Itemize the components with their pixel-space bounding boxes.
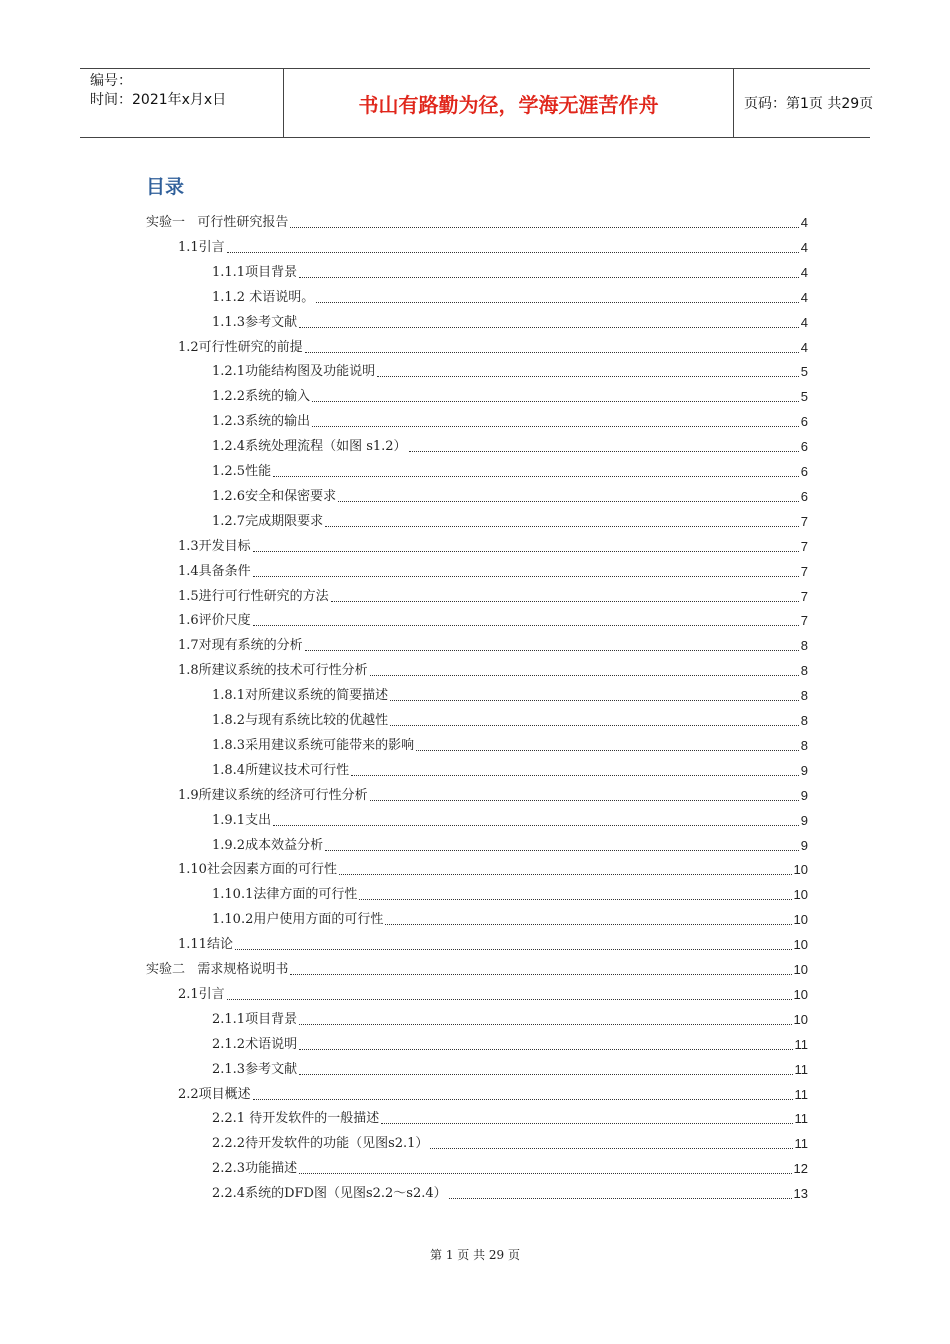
toc-dot-leader [253, 625, 799, 626]
toc-dot-leader [390, 725, 799, 726]
toc-entry-page: 8 [800, 688, 808, 704]
toc-entry-title: 1.2.6安全和保密要求 [212, 488, 337, 504]
toc-entry[interactable] [178, 537, 808, 557]
toc-entry-title: 1.2可行性研究的前提 [178, 339, 303, 355]
toc-entry[interactable] [178, 661, 808, 681]
toc-dot-leader [351, 775, 799, 776]
toc-entry[interactable] [212, 313, 808, 333]
toc-dot-leader [253, 551, 799, 552]
document-number-label: 编号： [90, 73, 132, 89]
toc-entry-page: 6 [800, 439, 808, 455]
toc-entry-page: 8 [800, 737, 808, 753]
toc-entry-page: 5 [800, 364, 808, 380]
toc-entry[interactable] [212, 487, 808, 507]
toc-dot-leader [430, 1148, 792, 1149]
toc-entry-title: 1.8所建议系统的技术可行性分析 [178, 663, 368, 679]
toc-dot-leader [359, 899, 791, 900]
toc-entry-page: 11 [794, 1136, 808, 1152]
toc-entry-page: 4 [800, 314, 808, 330]
toc-entry[interactable] [212, 686, 808, 706]
toc-title: 目录 [146, 176, 185, 198]
toc-entry[interactable] [178, 1085, 808, 1105]
toc-entry-page: 4 [800, 264, 808, 280]
toc-entry[interactable] [178, 860, 808, 880]
document-date: 时间：2021年x月x日 [90, 92, 227, 108]
toc-entry[interactable] [212, 1134, 808, 1154]
toc-entry-title: 1.9.2成本效益分析 [212, 837, 324, 853]
toc-entry[interactable] [178, 935, 808, 955]
toc-entry-title: 1.7对现有系统的分析 [178, 638, 303, 654]
toc-dot-leader [339, 874, 792, 875]
toc-entry-page: 10 [793, 937, 808, 953]
toc-dot-leader [449, 1198, 792, 1199]
toc-entry[interactable] [212, 761, 808, 781]
toc-entry[interactable] [212, 412, 808, 432]
toc-entry[interactable] [212, 836, 808, 856]
toc-entry[interactable] [212, 711, 808, 731]
toc-entry[interactable] [178, 238, 808, 258]
toc-dot-leader [253, 576, 799, 577]
toc-entry[interactable] [212, 910, 808, 930]
toc-entry-page: 7 [800, 588, 808, 604]
toc-entry[interactable] [178, 636, 808, 656]
toc-entry-page: 9 [800, 787, 808, 803]
toc-entry[interactable] [178, 562, 808, 582]
toc-entry-title: 1.2.2系统的输入 [212, 389, 311, 405]
toc-entry-title: 1.2.3系统的输出 [212, 414, 311, 430]
toc-entry[interactable] [212, 1035, 808, 1055]
toc-entry-title: 1.4具备条件 [178, 563, 251, 579]
toc-dot-leader [312, 426, 799, 427]
toc-entry-title: 1.6评价尺度 [178, 613, 251, 629]
toc-entry-page: 4 [800, 215, 808, 230]
toc-dot-leader [299, 1173, 791, 1174]
toc-dot-leader [390, 700, 799, 701]
toc-entry-title: 1.8.4所建议技术可行性 [212, 762, 350, 778]
toc-dot-leader [370, 675, 799, 676]
toc-dot-leader [325, 850, 799, 851]
toc-dot-leader [290, 227, 798, 228]
toc-dot-leader [235, 949, 792, 950]
toc-entry-title: 2.1.3参考文献 [212, 1061, 298, 1077]
toc-entry[interactable] [146, 213, 808, 233]
toc-entry-title: 2.1.2术语说明 [212, 1036, 298, 1052]
toc-entry-page: 10 [793, 962, 808, 977]
toc-entry-page: 6 [800, 464, 808, 479]
toc-entry-page: 9 [800, 837, 808, 853]
toc-entry-page: 5 [800, 389, 808, 405]
toc-dot-leader [305, 352, 799, 353]
toc-entry-page: 10 [793, 887, 808, 903]
toc-dot-leader [338, 501, 799, 502]
toc-entry-page: 8 [800, 713, 808, 728]
toc-entry-title: 1.2.5性能 [212, 464, 272, 479]
header-page-info: 页码：第1页 共29页 [744, 96, 874, 112]
toc-entry[interactable] [212, 387, 808, 407]
toc-entry[interactable] [212, 1184, 808, 1204]
toc-dot-leader [227, 999, 792, 1000]
toc-entry-title: 1.10社会因素方面的可行性 [178, 862, 337, 878]
toc-entry-title: 1.2.4系统处理流程（如图 s1.2） [212, 439, 407, 455]
toc-entry[interactable] [212, 1060, 808, 1080]
toc-entry-page: 6 [800, 488, 808, 504]
toc-entry-title: 1.9.1支出 [212, 812, 272, 828]
toc-entry-title: 2.2项目概述 [178, 1086, 251, 1102]
toc-entry-title: 2.2.2待开发软件的功能（见图s2.1） [212, 1136, 429, 1152]
toc-entry[interactable] [178, 985, 808, 1005]
toc-dot-leader [316, 302, 799, 303]
toc-entry-title: 1.5进行可行性研究的方法 [178, 588, 329, 604]
toc-entry-page: 11 [794, 1111, 808, 1127]
toc-entry-title: 1.8.1对所建议系统的简要描述 [212, 688, 389, 704]
toc-dot-leader [273, 476, 799, 477]
toc-entry-title: 2.2.1 待开发软件的一般描述 [212, 1111, 380, 1127]
toc-entry-page: 9 [800, 812, 808, 828]
toc-dot-leader [299, 277, 799, 278]
header-motto: 书山有路勤为径，学海无涯苦作舟 [284, 69, 734, 137]
page-footer: 第 1 页 共 29 页 [430, 1248, 520, 1262]
toc-entry[interactable] [212, 885, 808, 905]
toc-entry[interactable] [178, 338, 808, 358]
toc-entry-page: 6 [800, 414, 808, 430]
toc-entry-title: 1.10.2用户使用方面的可行性 [212, 912, 384, 928]
toc-dot-leader [325, 526, 799, 527]
toc-dot-leader [305, 650, 799, 651]
toc-dot-leader [299, 1049, 792, 1050]
toc-dot-leader [331, 601, 799, 602]
toc-entry-title: 1.1.3参考文献 [212, 314, 298, 330]
toc-dot-leader [385, 924, 791, 925]
toc-entry-page: 10 [793, 912, 808, 928]
toc-dot-leader [290, 974, 791, 975]
toc-entry[interactable] [212, 437, 808, 457]
toc-entry-title: 1.2.7完成期限要求 [212, 513, 324, 529]
toc-entry[interactable] [212, 263, 808, 283]
toc-entry[interactable] [212, 1010, 808, 1030]
toc-entry-page: 4 [800, 239, 808, 255]
toc-entry-page: 8 [800, 663, 808, 679]
toc-entry-page: 4 [800, 289, 808, 305]
toc-entry-title: 1.11结论 [178, 937, 233, 953]
toc-entry-title: 实验一 可行性研究报告 [146, 215, 289, 230]
toc-dot-leader [381, 1123, 792, 1124]
toc-entry-page: 13 [793, 1186, 808, 1202]
toc-entry-page: 7 [800, 538, 808, 554]
toc-dot-leader [377, 376, 799, 377]
toc-entry-page: 11 [794, 1086, 808, 1102]
toc-entry-page: 10 [793, 862, 808, 878]
toc-entry[interactable] [212, 1109, 808, 1129]
toc-entry[interactable] [212, 736, 808, 756]
toc-entry-page: 11 [794, 1061, 808, 1077]
toc-entry-title: 1.10.1法律方面的可行性 [212, 887, 358, 903]
page-header [80, 68, 874, 138]
toc-entry[interactable] [212, 512, 808, 532]
toc-entry[interactable] [178, 786, 808, 806]
toc-dot-leader [299, 1024, 791, 1025]
toc-entry-title: 1.3开发目标 [178, 538, 251, 554]
toc-entry[interactable] [178, 587, 808, 607]
toc-entry-page: 4 [800, 339, 808, 355]
toc-entry-title: 2.1引言 [178, 986, 225, 1002]
toc-entry-title: 1.2.1功能结构图及功能说明 [212, 364, 376, 380]
toc-entry-page: 12 [793, 1161, 808, 1177]
toc-dot-leader [299, 1074, 792, 1075]
toc-entry-title: 1.1.2 术语说明。 [212, 289, 315, 305]
toc-entry-page: 10 [793, 1011, 808, 1027]
toc-entry[interactable] [212, 1159, 808, 1179]
header-meta [80, 69, 284, 137]
toc-dot-leader [227, 252, 799, 253]
toc-entry-page: 10 [793, 986, 808, 1002]
toc-entry-title: 1.1引言 [178, 239, 225, 255]
toc-entry-title: 1.8.2与现有系统比较的优越性 [212, 713, 389, 728]
toc-entry[interactable] [178, 611, 808, 631]
toc-entry-title: 1.9所建议系统的经济可行性分析 [178, 787, 368, 803]
toc-entry[interactable] [212, 811, 808, 831]
toc-entry-page: 7 [800, 513, 808, 529]
toc-dot-leader [416, 750, 799, 751]
toc-entry-title: 2.2.3功能描述 [212, 1161, 298, 1177]
toc-dot-leader [409, 451, 799, 452]
toc-entry-title: 1.8.3采用建议系统可能带来的影响 [212, 737, 415, 753]
toc-entry-page: 9 [800, 762, 808, 778]
toc-entry[interactable] [212, 462, 808, 482]
toc-entry-title: 实验二 需求规格说明书 [146, 962, 289, 977]
toc-entry[interactable] [212, 362, 808, 382]
toc-dot-leader [253, 1099, 793, 1100]
toc-entry-title: 2.2.4系统的DFD图（见图s2.2～s2.4） [212, 1186, 447, 1202]
toc-entry-title: 1.1.1项目背景 [212, 264, 298, 280]
toc-entry-page: 11 [794, 1036, 808, 1052]
toc-entry-page: 7 [800, 563, 808, 579]
toc-entry-page: 7 [800, 613, 808, 629]
toc-dot-leader [370, 800, 799, 801]
toc-entry-page: 8 [800, 638, 808, 654]
toc-dot-leader [273, 825, 799, 826]
toc-entry[interactable] [212, 288, 808, 308]
toc-dot-leader [299, 327, 799, 328]
toc-entry-title: 2.1.1项目背景 [212, 1011, 298, 1027]
toc-entry[interactable] [146, 960, 808, 980]
toc-dot-leader [312, 401, 799, 402]
